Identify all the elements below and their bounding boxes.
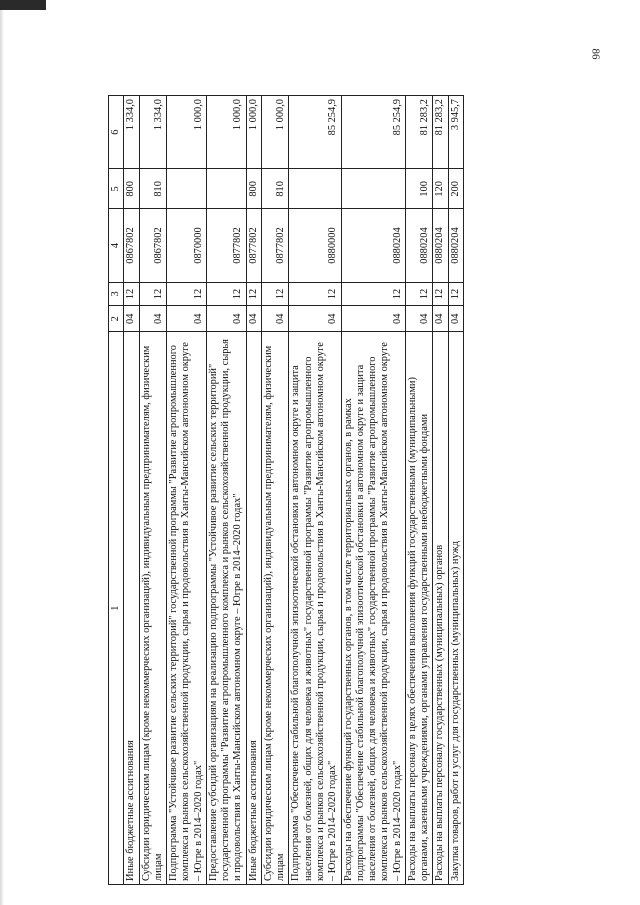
row-name-cell: Подпрограмма "Устойчивое развитие сельских территорий" государственной программы "Развитие агропромышленного комплекса и рынков сельскохозяйственной продукции, сырья и продовольствия в Ханты-Мансийском автономном округе – Югре в 2014–2020 годах"	[167, 332, 207, 885]
row-amount-cell: 1 000,0	[167, 96, 207, 169]
row-target-cell: 0877802	[246, 209, 261, 282]
row-name-cell: Расходы на выплаты персоналу в целях обеспечения выполнения функций государственными (муниципальными) органами, казенными учреждениями, органами управления государственными внебюджетными фондами	[405, 332, 433, 885]
header-cell: 4	[109, 209, 124, 282]
row-target-cell: 0870000	[167, 209, 207, 282]
table-row	[246, 96, 261, 885]
row-subsection-cell: 12	[246, 282, 261, 306]
header-cell: 1	[109, 332, 124, 885]
row-type-cell: 200	[448, 169, 463, 209]
row-type-cell: 810	[261, 169, 289, 209]
table-row	[167, 96, 207, 885]
table-row	[206, 96, 246, 885]
table-row	[341, 96, 405, 885]
row-section-cell: 04	[405, 306, 433, 332]
table-body	[124, 96, 464, 885]
row-amount-cell: 85 254,9	[341, 96, 405, 169]
row-type-cell	[167, 169, 207, 209]
row-target-cell: 0867802	[124, 209, 139, 282]
row-target-cell: 0877802	[206, 209, 246, 282]
row-amount-cell: 1 000,0	[206, 96, 246, 169]
header-cell: 5	[109, 169, 124, 209]
row-name-cell: Расходы на обеспечение функций государственных органов, в том числе территориальных органов, в рамках подпрограммы "Обеспечение стабильной благополучной эпизоотической обстановки в автономном округе и защита населения от болезней, общих для человека и животных" государственной программы "Развитие агропромышленного комплекса и рынков сельскохозяйственной продукции, сырья и продовольствия в Ханты-Мансийском автономном округе – Югре в 2014–2020 годах"	[341, 332, 405, 885]
header-cell: 3	[109, 282, 124, 306]
budget-table	[108, 95, 464, 885]
row-target-cell: 0880204	[341, 209, 405, 282]
row-name-cell: Субсидии юридическим лицам (кроме некоммерческих организаций), индивидуальным предпринимателям, физическим лицам	[261, 332, 289, 885]
table-row	[124, 96, 139, 885]
row-subsection-cell: 12	[289, 282, 341, 306]
row-amount-cell: 1 000,0	[261, 96, 289, 169]
row-target-cell: 0880204	[433, 209, 448, 282]
row-section-cell: 04	[124, 306, 139, 332]
row-section-cell: 04	[448, 306, 463, 332]
row-name-cell: Субсидии юридическим лицам (кроме некоммерческих организаций), индивидуальным предпринимателям, физическим лицам	[139, 332, 167, 885]
page-number: 86	[589, 48, 602, 60]
row-subsection-cell: 12	[448, 282, 463, 306]
row-name-cell: Иные бюджетные ассигнования	[246, 332, 261, 885]
row-name-cell: Иные бюджетные ассигнования	[124, 332, 139, 885]
row-section-cell: 04	[289, 306, 341, 332]
row-section-cell: 04	[433, 306, 448, 332]
row-section-cell: 04	[139, 306, 167, 332]
row-target-cell: 0877802	[261, 209, 289, 282]
row-name-cell: Предоставление субсидий организациям на реализацию подпрограммы "Устойчивое развитие сельских территорий" государственной программы "Развитие агропромышленного комплекса и рынков сельскохозяйственной продукции, сырья и продовольствия в Ханты-Мансийском автономном округе – Югре в 2014–2020 годах"	[206, 332, 246, 885]
row-type-cell	[206, 169, 246, 209]
row-subsection-cell: 12	[167, 282, 207, 306]
table-row	[405, 96, 433, 885]
row-target-cell: 0867802	[139, 209, 167, 282]
table-row	[433, 96, 448, 885]
row-section-cell: 04	[206, 306, 246, 332]
row-type-cell: 800	[246, 169, 261, 209]
row-amount-cell: 85 254,9	[289, 96, 341, 169]
table-row	[289, 96, 341, 885]
row-section-cell: 04	[167, 306, 207, 332]
header-cell: 2	[109, 306, 124, 332]
scan-edge	[0, 0, 4, 905]
row-subsection-cell: 12	[139, 282, 167, 306]
row-type-cell: 100	[405, 169, 433, 209]
table-row	[261, 96, 289, 885]
row-type-cell	[341, 169, 405, 209]
row-section-cell: 04	[246, 306, 261, 332]
row-name-cell: Расходы на выплаты персоналу государственных (муниципальных) органов	[433, 332, 448, 885]
row-section-cell: 04	[261, 306, 289, 332]
row-target-cell: 0880000	[289, 209, 341, 282]
row-subsection-cell: 12	[341, 282, 405, 306]
row-target-cell: 0880204	[405, 209, 433, 282]
rotated-content	[108, 95, 586, 885]
row-target-cell: 0880204	[448, 209, 463, 282]
row-type-cell: 120	[433, 169, 448, 209]
row-name-cell: Закупка товаров, работ и услуг для государственных (муниципальных) нужд	[448, 332, 463, 885]
row-type-cell: 810	[139, 169, 167, 209]
row-type-cell	[289, 169, 341, 209]
corner-mark	[0, 0, 46, 10]
table-frame	[108, 95, 586, 885]
row-subsection-cell: 12	[405, 282, 433, 306]
row-amount-cell: 3 945,7	[448, 96, 463, 169]
row-amount-cell: 1 334,0	[139, 96, 167, 169]
table-row	[139, 96, 167, 885]
table-row	[448, 96, 463, 885]
row-amount-cell: 1 000,0	[246, 96, 261, 169]
row-section-cell: 04	[341, 306, 405, 332]
header-row	[109, 96, 124, 885]
row-amount-cell: 81 283,2	[433, 96, 448, 169]
row-amount-cell: 81 283,2	[405, 96, 433, 169]
row-type-cell: 800	[124, 169, 139, 209]
row-subsection-cell: 12	[206, 282, 246, 306]
header-cell: 6	[109, 96, 124, 169]
row-subsection-cell: 12	[433, 282, 448, 306]
row-subsection-cell: 12	[124, 282, 139, 306]
row-subsection-cell: 12	[261, 282, 289, 306]
row-name-cell: Подпрограмма "Обеспечение стабильной благополучной эпизоотической обстановки в автономном округе и защита населения от болезней, общих для человека и животных" государственной программы "Развитие агропромышленного комплекса и рынков сельскохозяйственной продукции, сырья и продовольствия в Ханты-Мансийском автономном округе – Югре в 2014–2020 годах"	[289, 332, 341, 885]
row-amount-cell: 1 334,0	[124, 96, 139, 169]
